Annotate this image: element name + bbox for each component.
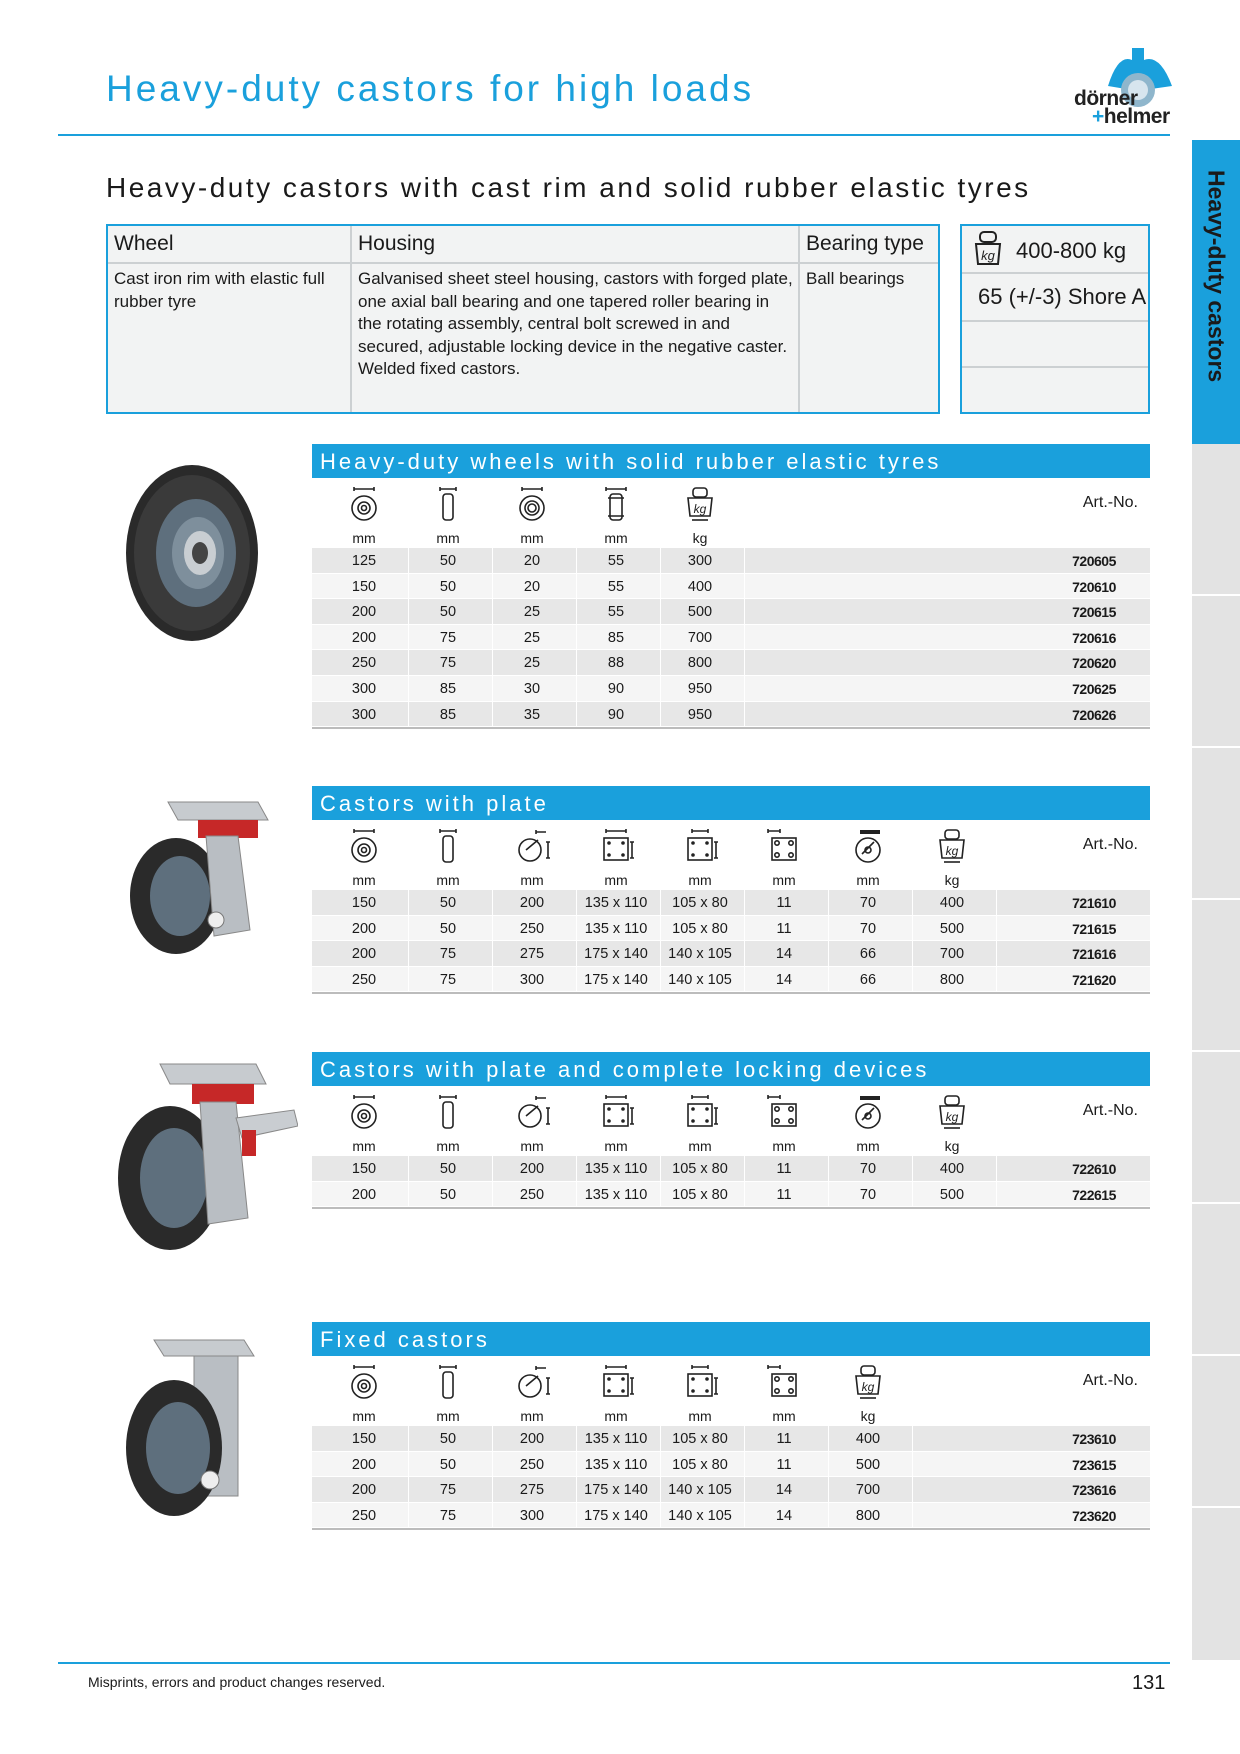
table-cell: 500 (855, 1456, 881, 1473)
table-cell: 75 (439, 629, 457, 646)
unit-label: mm (520, 1408, 544, 1424)
unit-label: mm (856, 1138, 880, 1154)
section-title: Fixed castors (312, 1322, 1150, 1356)
spec-header-bearing: Bearing type (800, 226, 938, 264)
table-row (312, 702, 1150, 728)
logo-line1: dörner (1074, 87, 1138, 110)
plate-size-icon (596, 1094, 636, 1130)
table-cell: 135 x 110 (584, 1186, 648, 1203)
table-cell: 200 (351, 920, 377, 937)
table-cell: 11 (776, 1431, 792, 1447)
table-cell: 30 (523, 680, 541, 697)
plate-size-icon (596, 828, 636, 864)
table-cell: 250 (351, 971, 377, 988)
table-cell: 950 (687, 680, 713, 697)
unit-label: kg (944, 872, 960, 888)
table-row (312, 1426, 1150, 1452)
table-cell: 90 (607, 706, 625, 723)
unit-label: mm (352, 1138, 376, 1154)
logo-plus: + (1092, 105, 1104, 128)
table-cell: 300 (519, 971, 545, 988)
load-capacity-icon (848, 1364, 888, 1400)
table-cell: 75 (439, 1482, 457, 1499)
table-cell: 55 (607, 553, 625, 569)
table-cell: 950 (687, 706, 713, 723)
icon-row (312, 1086, 1150, 1134)
article-number: 720616 (1072, 629, 1116, 646)
unit-row (312, 1404, 1150, 1426)
spec-table (106, 224, 940, 414)
unit-label: mm (772, 1408, 796, 1424)
article-number: 720625 (1072, 680, 1116, 697)
table-cell: 50 (439, 1456, 457, 1473)
table-cell: 300 (351, 680, 377, 697)
plate-size-icon (596, 1364, 636, 1400)
unit-label: mm (352, 872, 376, 888)
table-cell: 250 (351, 1507, 377, 1524)
section-title: Castors with plate and complete locking devices (312, 1052, 1150, 1086)
logo-text (1074, 87, 1170, 128)
table-cell: 105 x 80 (672, 895, 728, 911)
table-cell: 250 (351, 655, 377, 672)
section-wheels (312, 444, 1150, 729)
table-row (312, 1503, 1150, 1529)
table-cell: 400 (687, 578, 713, 595)
header-rule (58, 134, 1170, 136)
table-cell: 14 (775, 1482, 793, 1499)
unit-label: mm (772, 1138, 796, 1154)
table-cell: 70 (859, 920, 877, 937)
table-cell: 200 (519, 1161, 545, 1177)
table-cell: 150 (351, 895, 377, 911)
table-cell: 200 (519, 895, 545, 911)
unit-label: mm (436, 1408, 460, 1424)
unit-label: mm (520, 1138, 544, 1154)
table-cell: 200 (351, 1456, 377, 1473)
table-cell: 135 x 110 (584, 920, 648, 937)
table-cell: 11 (776, 1456, 792, 1473)
table-cell: 75 (439, 655, 457, 672)
fixed-castor-photo (118, 1334, 278, 1524)
table-cell: 300 (687, 553, 713, 569)
wheel-diameter-icon (344, 1364, 384, 1400)
table-cell: 125 (351, 553, 377, 569)
article-number: 720615 (1072, 604, 1116, 621)
table-cell: 75 (439, 1507, 457, 1524)
table-cell: 66 (859, 946, 877, 963)
unit-label: mm (352, 1408, 376, 1424)
table-cell: 135 x 110 (584, 1431, 648, 1447)
spec-wheel: Cast iron rim with elastic full rubber tyre (114, 269, 325, 311)
table-row (312, 1477, 1150, 1503)
table-cell: 35 (523, 706, 541, 723)
table-cell: 50 (439, 1161, 457, 1177)
table-cell: 200 (351, 1482, 377, 1499)
table-row (312, 916, 1150, 942)
svg-text:kg: kg (945, 1110, 959, 1124)
table-cell: 275 (519, 946, 545, 963)
wheel-photo (112, 458, 262, 648)
table-cell: 50 (439, 920, 457, 937)
table-row (312, 1182, 1150, 1208)
article-number: 721610 (1072, 895, 1116, 911)
table-row (312, 548, 1150, 574)
table-cell: 20 (523, 553, 541, 569)
unit-label: mm (604, 1138, 628, 1154)
castor-plate-photo (118, 796, 288, 956)
art-no-label: Art.-No. (1082, 836, 1138, 853)
article-number: 720626 (1072, 706, 1116, 723)
spec-housing: Galvanised sheet steel housing, castors with forged plate, one axial ball bearing and one tapered roller bearing in the rotating assembly, central bolt screwed in and secured, adjustable locking device in the negative caster. Welded fixed castors. (358, 269, 793, 378)
table-cell: 20 (523, 578, 541, 595)
table-cell: 200 (351, 946, 377, 963)
table-cell: 11 (776, 920, 792, 937)
table-cell: 800 (855, 1507, 881, 1524)
article-number: 721615 (1072, 920, 1116, 937)
svg-text:kg: kg (861, 1380, 875, 1394)
offset-icon (848, 828, 888, 864)
table-cell: 275 (519, 1482, 545, 1499)
table-cell: 88 (607, 655, 625, 672)
wheel-diameter-icon (344, 828, 384, 864)
logo-line2: helmer (1103, 105, 1170, 128)
table-cell: 50 (439, 553, 457, 569)
table-cell: 200 (519, 1431, 545, 1447)
table-cell: 200 (351, 629, 377, 646)
unit-row (312, 868, 1150, 890)
table-cell: 250 (519, 1186, 545, 1203)
table-cell: 700 (687, 629, 713, 646)
table-cell: 140 x 105 (668, 971, 732, 988)
unit-label: mm (772, 872, 796, 888)
svg-text:kg: kg (945, 844, 959, 858)
unit-label: kg (944, 1138, 960, 1154)
section-fixed-castors (312, 1322, 1150, 1530)
article-number: 723615 (1072, 1456, 1116, 1473)
offset-icon (848, 1094, 888, 1130)
table-row (312, 967, 1150, 993)
unit-label: mm (436, 530, 460, 546)
table-cell: 50 (439, 1431, 457, 1447)
table-cell: 75 (439, 946, 457, 963)
castor-lock-photo (108, 1058, 298, 1258)
article-number: 722615 (1072, 1186, 1116, 1203)
unit-label: mm (520, 530, 544, 546)
svg-text:kg: kg (693, 502, 707, 516)
bolt-hole-icon (764, 828, 804, 864)
table-cell: 25 (523, 629, 541, 646)
unit-label: mm (856, 872, 880, 888)
table-cell: 300 (519, 1507, 545, 1524)
load-capacity-icon (680, 486, 720, 522)
unit-label: mm (688, 1138, 712, 1154)
spec-header-wheel: Wheel (108, 226, 350, 264)
table-cell: 700 (939, 946, 965, 963)
wheel-width-icon (428, 1364, 468, 1400)
table-cell: 11 (776, 1186, 792, 1203)
table-cell: 90 (607, 680, 625, 697)
table-cell: 250 (519, 1456, 545, 1473)
unit-row (312, 526, 1150, 548)
wheel-width-icon (428, 486, 468, 522)
article-number: 723620 (1072, 1507, 1116, 1524)
table-cell: 250 (519, 920, 545, 937)
table-cell: 200 (351, 1186, 377, 1203)
unit-label: kg (860, 1408, 876, 1424)
table-cell: 14 (775, 946, 793, 963)
load-capacity-icon (932, 828, 972, 864)
table-cell: 105 x 80 (672, 1161, 728, 1177)
page-number: 131 (1132, 1672, 1166, 1694)
art-no-label: Art.-No. (1082, 494, 1138, 511)
section-castors-locking (312, 1052, 1150, 1209)
table-cell: 135 x 110 (584, 1161, 648, 1177)
spec-load-box (960, 224, 1150, 414)
article-number: 721616 (1072, 946, 1116, 963)
table-cell: 400 (855, 1431, 881, 1447)
table-cell: 150 (351, 1161, 377, 1177)
table-cell: 175 x 140 (584, 946, 648, 963)
wheel-diameter-icon (344, 1094, 384, 1130)
table-cell: 14 (775, 971, 793, 988)
table-cell: 200 (351, 604, 377, 621)
table-row (312, 676, 1150, 702)
table-cell: 70 (859, 1186, 877, 1203)
table-row (312, 890, 1150, 916)
table-cell: 70 (859, 895, 877, 911)
table-cell: 500 (687, 604, 713, 621)
unit-label: mm (688, 872, 712, 888)
table-cell: 140 x 105 (668, 946, 732, 963)
table-cell: 500 (939, 1186, 965, 1203)
page-subtitle: Heavy-duty castors with cast rim and solid rubber elastic tyres (106, 172, 1031, 203)
table-row (312, 1156, 1150, 1182)
icon-row (312, 1356, 1150, 1404)
table-cell: 175 x 140 (584, 1507, 648, 1524)
table-cell: 85 (439, 706, 457, 723)
section-castors-plate (312, 786, 1150, 994)
table-cell: 135 x 110 (584, 1456, 648, 1473)
table-cell: 66 (859, 971, 877, 988)
table-cell: 135 x 110 (584, 895, 648, 911)
table-cell: 11 (776, 1161, 792, 1177)
icon-row (312, 478, 1150, 526)
article-number: 721620 (1072, 971, 1116, 988)
table-cell: 70 (859, 1161, 877, 1177)
bolt-hole-icon (764, 1094, 804, 1130)
table-cell: 140 x 105 (668, 1507, 732, 1524)
spec-header-housing: Housing (352, 226, 798, 264)
wheel-width-icon (428, 828, 468, 864)
unit-label: mm (436, 1138, 460, 1154)
footer-rule (58, 1662, 1170, 1664)
table-cell: 500 (939, 920, 965, 937)
table-cell: 85 (439, 680, 457, 697)
table-row (312, 941, 1150, 967)
unit-label: mm (520, 872, 544, 888)
table-cell: 150 (351, 578, 377, 595)
table-cell: 150 (351, 1431, 377, 1447)
article-number: 722610 (1072, 1161, 1116, 1177)
table-cell: 175 x 140 (584, 971, 648, 988)
unit-label: mm (436, 872, 460, 888)
icon-row (312, 820, 1150, 868)
overall-height-icon (512, 1364, 552, 1400)
table-cell: 400 (939, 1161, 965, 1177)
table-cell: 800 (687, 655, 713, 672)
hub-length-icon (596, 486, 636, 522)
unit-label: mm (352, 530, 376, 546)
bolt-hole-icon (764, 1364, 804, 1400)
unit-row (312, 1134, 1150, 1156)
table-row (312, 574, 1150, 600)
table-row (312, 599, 1150, 625)
table-cell: 105 x 80 (672, 1431, 728, 1447)
overall-height-icon (512, 828, 552, 864)
article-number: 723610 (1072, 1431, 1116, 1447)
table-cell: 14 (775, 1507, 793, 1524)
art-no-label: Art.-No. (1082, 1102, 1138, 1119)
spec-bearing: Ball bearings (806, 269, 905, 288)
section-title: Castors with plate (312, 786, 1150, 820)
footer-note: Misprints, errors and product changes reserved. (88, 1674, 386, 1690)
table-cell: 105 x 80 (672, 1186, 728, 1203)
table-cell: 85 (607, 629, 625, 646)
table-cell: 11 (776, 895, 792, 911)
table-cell: 300 (351, 706, 377, 723)
table-cell: 55 (607, 604, 625, 621)
table-cell: 800 (939, 971, 965, 988)
table-cell: 700 (855, 1482, 881, 1499)
article-number: 720605 (1072, 553, 1116, 569)
article-number: 720610 (1072, 578, 1116, 595)
table-cell: 105 x 80 (672, 1456, 728, 1473)
unit-label: kg (692, 530, 708, 546)
table-cell: 140 x 105 (668, 1482, 732, 1499)
table-cell: 55 (607, 578, 625, 595)
table-cell: 75 (439, 971, 457, 988)
wheel-diameter-icon (344, 486, 384, 522)
table-cell: 50 (439, 1186, 457, 1203)
table-cell: 105 x 80 (672, 920, 728, 937)
table-row (312, 625, 1150, 651)
table-row (312, 1452, 1150, 1478)
load-capacity-icon (932, 1094, 972, 1130)
table-cell: 50 (439, 604, 457, 621)
art-no-label: Art.-No. (1082, 1372, 1138, 1389)
unit-label: mm (604, 530, 628, 546)
article-number: 720620 (1072, 655, 1116, 672)
wheel-width-icon (428, 1094, 468, 1130)
side-tab-label: Heavy-duty castors (1203, 170, 1230, 383)
table-cell: 25 (523, 655, 541, 672)
load-capacity-icon (972, 230, 1004, 270)
table-cell: 50 (439, 895, 457, 911)
unit-label: mm (604, 1408, 628, 1424)
svg-text:kg: kg (981, 248, 995, 263)
section-title: Heavy-duty wheels with solid rubber elastic tyres (312, 444, 1150, 478)
overall-height-icon (512, 1094, 552, 1130)
table-cell: 175 x 140 (584, 1482, 648, 1499)
unit-label: mm (688, 1408, 712, 1424)
article-number: 723616 (1072, 1482, 1116, 1499)
bolt-spacing-icon (680, 1364, 720, 1400)
table-cell: 25 (523, 604, 541, 621)
table-row (312, 650, 1150, 676)
bolt-spacing-icon (680, 828, 720, 864)
table-cell: 400 (939, 895, 965, 911)
table-cell: 50 (439, 578, 457, 595)
unit-label: mm (604, 872, 628, 888)
load-range: 400-800 kg (1016, 238, 1127, 263)
bore-diameter-icon (512, 486, 552, 522)
tyre-hardness: 65 (+/-3) Shore A (978, 284, 1147, 309)
page-title: Heavy-duty castors for high loads (106, 68, 755, 109)
bolt-spacing-icon (680, 1094, 720, 1130)
